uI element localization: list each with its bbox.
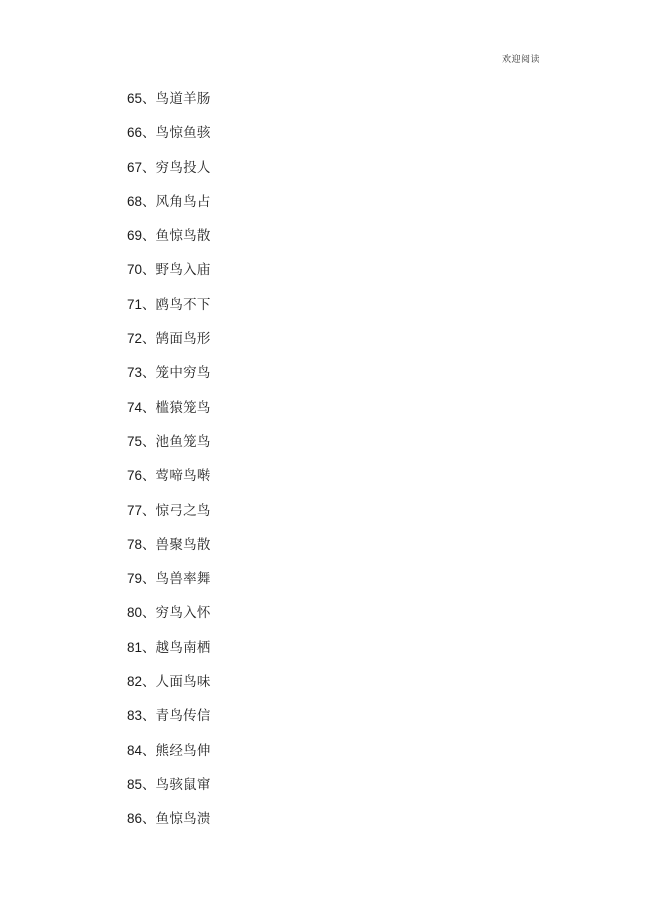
item-separator: 、 — [142, 125, 156, 142]
list-item — [127, 398, 211, 432]
item-separator: 、 — [142, 262, 156, 279]
item-number: 66 — [127, 125, 143, 141]
item-number: 84 — [127, 742, 143, 758]
list-item — [127, 569, 211, 603]
item-separator: 、 — [142, 708, 156, 725]
item-number: 86 — [127, 811, 143, 827]
item-text: 鸟兽率舞 — [155, 571, 211, 588]
item-number: 80 — [127, 605, 143, 621]
list-item — [127, 226, 211, 260]
item-text: 鹄面鸟形 — [155, 331, 211, 348]
item-number: 85 — [127, 776, 143, 792]
list-item — [127, 260, 211, 294]
item-separator: 、 — [142, 296, 156, 313]
item-number: 69 — [127, 228, 143, 244]
item-text: 鸟道羊肠 — [155, 91, 211, 107]
item-separator: 、 — [142, 536, 156, 553]
list-item — [127, 809, 211, 843]
item-number: 75 — [127, 433, 143, 449]
item-text: 野鸟入庙 — [155, 262, 211, 279]
item-number: 79 — [127, 571, 143, 587]
item-number: 70 — [127, 262, 143, 278]
list-item — [127, 192, 211, 226]
item-separator: 、 — [142, 193, 156, 210]
list-item — [127, 603, 211, 637]
item-number: 76 — [127, 468, 143, 484]
item-number: 65 — [127, 91, 143, 106]
list-item — [127, 329, 211, 363]
header-note: 欢迎阅读 — [501, 55, 540, 65]
item-separator: 、 — [142, 468, 156, 485]
list-item — [127, 535, 211, 569]
list-item — [127, 741, 211, 775]
item-number: 71 — [127, 296, 143, 312]
item-separator: 、 — [142, 776, 156, 793]
list-item — [127, 363, 211, 397]
item-text: 兽聚鸟散 — [155, 536, 211, 553]
item-separator: 、 — [142, 674, 156, 691]
item-separator: 、 — [142, 742, 156, 759]
item-text: 青鸟传信 — [155, 708, 211, 725]
item-number: 77 — [127, 502, 143, 518]
list-item — [127, 123, 211, 157]
item-text: 鸟惊鱼骇 — [155, 125, 211, 142]
item-text: 熊经鸟伸 — [155, 742, 211, 759]
item-separator: 、 — [142, 571, 156, 588]
item-text: 池鱼笼鸟 — [155, 433, 211, 450]
item-number: 82 — [127, 674, 143, 690]
item-text: 鱼惊鸟溃 — [155, 811, 211, 828]
item-text: 穷鸟投人 — [155, 159, 211, 176]
list-item — [127, 706, 211, 740]
item-text: 风角鸟占 — [155, 193, 211, 210]
item-text: 穷鸟入怀 — [155, 605, 211, 622]
list-item — [127, 158, 211, 192]
item-number: 78 — [127, 536, 143, 552]
item-text: 槛猿笼鸟 — [155, 399, 211, 416]
item-number: 67 — [127, 159, 143, 175]
item-number: 74 — [127, 399, 143, 415]
item-number: 73 — [127, 365, 143, 381]
item-separator: 、 — [142, 639, 156, 656]
item-text: 人面鸟味 — [155, 674, 211, 691]
item-separator: 、 — [142, 399, 156, 416]
item-text: 惊弓之鸟 — [155, 502, 211, 519]
item-text: 鸥鸟不下 — [155, 296, 211, 313]
item-separator: 、 — [142, 433, 156, 450]
item-text: 鱼惊鸟散 — [155, 228, 211, 245]
list-item — [127, 89, 211, 123]
item-separator: 、 — [142, 811, 156, 828]
item-text: 越鸟南栖 — [155, 639, 211, 656]
list-item — [127, 466, 211, 500]
list-item — [127, 672, 211, 706]
item-text: 鸟骇鼠窜 — [155, 776, 211, 793]
list-item — [127, 501, 211, 535]
item-separator: 、 — [142, 159, 156, 176]
list-item — [127, 432, 211, 466]
item-separator: 、 — [142, 502, 156, 519]
list-item — [127, 775, 211, 809]
item-number: 83 — [127, 708, 143, 724]
item-separator: 、 — [142, 331, 156, 348]
item-separator: 、 — [142, 365, 156, 382]
item-separator: 、 — [142, 605, 156, 622]
item-text: 笼中穷鸟 — [155, 365, 211, 382]
item-number: 72 — [127, 331, 143, 347]
list-item — [127, 638, 211, 672]
idiom-list — [127, 89, 211, 844]
item-number: 81 — [127, 639, 143, 655]
item-separator: 、 — [142, 228, 156, 245]
list-item — [127, 295, 211, 329]
item-text: 莺啼鸟啭 — [155, 468, 211, 485]
item-number: 68 — [127, 193, 143, 209]
item-separator: 、 — [142, 91, 156, 107]
